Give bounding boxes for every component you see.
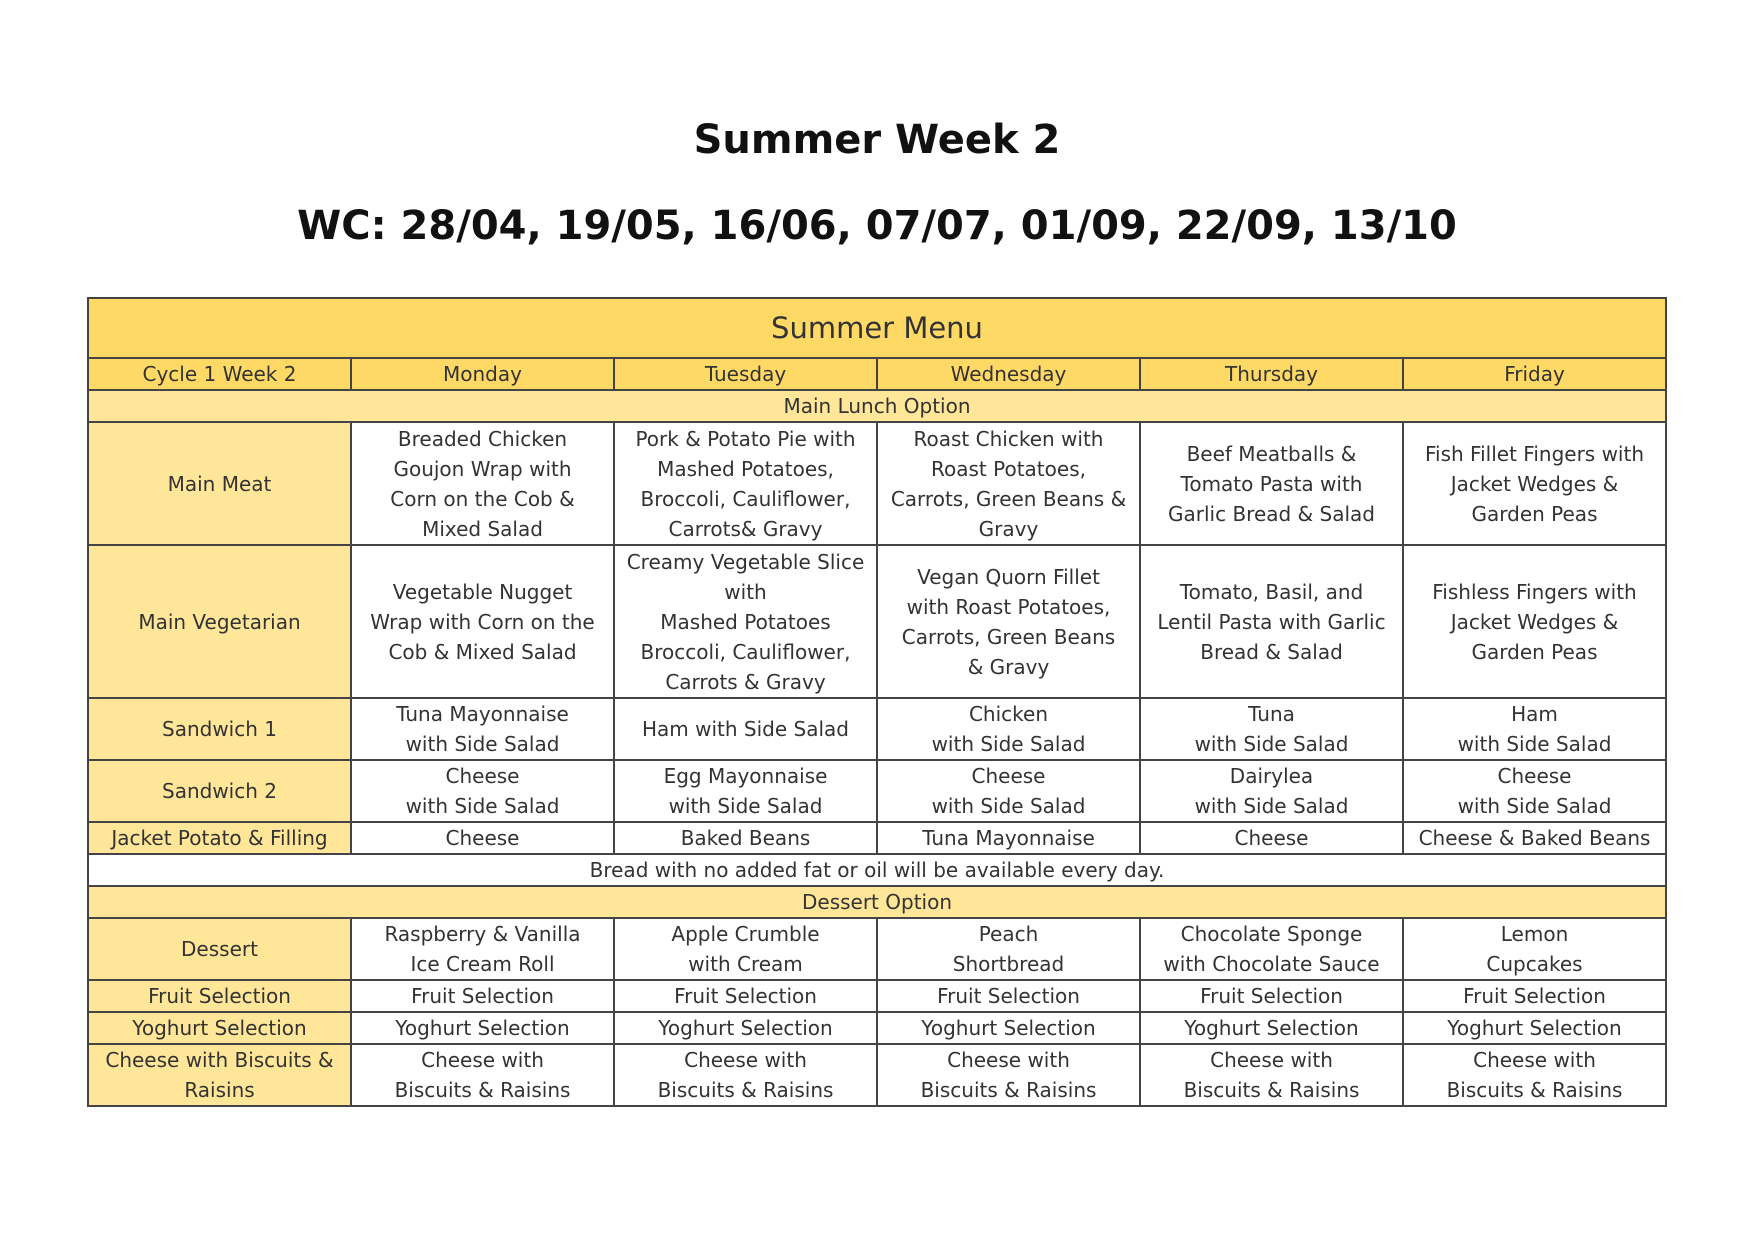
row-label: Sandwich 1 [88,698,351,760]
menu-item-wednesday: Fruit Selection [877,980,1140,1012]
menu-item-thursday: Yoghurt Selection [1140,1012,1403,1044]
day-header-friday: Friday [1403,358,1666,390]
menu-item-wednesday: Peach Shortbread [877,918,1140,980]
menu-row-cheese-with-biscuits-and-raisins [88,1044,1666,1106]
row-label: Dessert [88,918,351,980]
menu-item-thursday: Dairylea with Side Salad [1140,760,1403,822]
row-label: Main Vegetarian [88,545,351,698]
menu-row-main-vegetarian [88,545,1666,698]
menu-item-monday: Cheese [351,822,614,854]
menu-item-tuesday: Egg Mayonnaise with Side Salad [614,760,877,822]
menu-row-main-meat [88,422,1666,545]
row-label: Jacket Potato & Filling [88,822,351,854]
menu-row-dessert [88,918,1666,980]
menu-row-jacket-potato-and-filling [88,822,1666,854]
menu-item-thursday: Tuna with Side Salad [1140,698,1403,760]
row-label: Sandwich 2 [88,760,351,822]
menu-item-wednesday: Chicken with Side Salad [877,698,1140,760]
dessert-section-header: Dessert Option [88,886,1666,918]
menu-item-monday: Tuna Mayonnaise with Side Salad [351,698,614,760]
menu-item-wednesday: Roast Chicken with Roast Potatoes, Carrots, Green Beans & Gravy [877,422,1140,545]
menu-row-yoghurt-selection [88,1012,1666,1044]
menu-item-tuesday: Apple Crumble with Cream [614,918,877,980]
menu-item-friday: Fruit Selection [1403,980,1666,1012]
summer-menu-table [87,297,1667,1107]
menu-item-monday: Fruit Selection [351,980,614,1012]
menu-item-monday: Cheese with Side Salad [351,760,614,822]
menu-item-friday: Cheese with Side Salad [1403,760,1666,822]
menu-row-fruit-selection [88,980,1666,1012]
day-header-tuesday: Tuesday [614,358,877,390]
menu-row-sandwich-2 [88,760,1666,822]
menu-item-tuesday: Pork & Potato Pie with Mashed Potatoes, Broccoli, Cauliflower, Carrots& Gravy [614,422,877,545]
row-label: Yoghurt Selection [88,1012,351,1044]
menu-item-friday: Yoghurt Selection [1403,1012,1666,1044]
menu-item-friday: Cheese & Baked Beans [1403,822,1666,854]
menu-item-monday: Breaded Chicken Goujon Wrap with Corn on the Cob & Mixed Salad [351,422,614,545]
day-header-thursday: Thursday [1140,358,1403,390]
menu-item-wednesday: Cheese with Side Salad [877,760,1140,822]
row-label: Main Meat [88,422,351,545]
menu-item-friday: Ham with Side Salad [1403,698,1666,760]
menu-item-wednesday: Tuna Mayonnaise [877,822,1140,854]
menu-item-wednesday: Yoghurt Selection [877,1012,1140,1044]
menu-item-thursday: Beef Meatballs & Tomato Pasta with Garlic Bread & Salad [1140,422,1403,545]
menu-item-thursday: Cheese [1140,822,1403,854]
menu-item-monday: Raspberry & Vanilla Ice Cream Roll [351,918,614,980]
menu-item-tuesday: Creamy Vegetable Slice with Mashed Potatoes Broccoli, Cauliflower, Carrots & Gravy [614,545,877,698]
bread-availability-note: Bread with no added fat or oil will be available every day. [88,854,1666,886]
menu-item-tuesday: Fruit Selection [614,980,877,1012]
menu-item-monday: Yoghurt Selection [351,1012,614,1044]
menu-item-friday: Cheese with Biscuits & Raisins [1403,1044,1666,1106]
menu-item-wednesday: Cheese with Biscuits & Raisins [877,1044,1140,1106]
menu-item-monday: Vegetable Nugget Wrap with Corn on the Cob & Mixed Salad [351,545,614,698]
menu-item-tuesday: Ham with Side Salad [614,698,877,760]
menu-item-wednesday: Vegan Quorn Fillet with Roast Potatoes, Carrots, Green Beans & Gravy [877,545,1140,698]
menu-item-friday: Lemon Cupcakes [1403,918,1666,980]
menu-item-monday: Cheese with Biscuits & Raisins [351,1044,614,1106]
row-label: Cheese with Biscuits & Raisins [88,1044,351,1106]
main-lunch-section-header: Main Lunch Option [88,390,1666,422]
menu-item-tuesday: Cheese with Biscuits & Raisins [614,1044,877,1106]
menu-row-sandwich-1 [88,698,1666,760]
menu-title: Summer Menu [88,298,1666,358]
menu-item-friday: Fishless Fingers with Jacket Wedges & Garden Peas [1403,545,1666,698]
menu-item-friday: Fish Fillet Fingers with Jacket Wedges & Garden Peas [1403,422,1666,545]
week-commencing-dates: WC: 28/04, 19/05, 16/06, 07/07, 01/09, 22/09, 13/10 [297,203,1457,249]
menu-item-tuesday: Baked Beans [614,822,877,854]
menu-item-tuesday: Yoghurt Selection [614,1012,877,1044]
menu-item-thursday: Tomato, Basil, and Lentil Pasta with Garlic Bread & Salad [1140,545,1403,698]
cycle-week-label: Cycle 1 Week 2 [88,358,351,390]
menu-item-thursday: Chocolate Sponge with Chocolate Sauce [1140,918,1403,980]
page-title: Summer Week 2 [693,117,1061,163]
menu-item-thursday: Cheese with Biscuits & Raisins [1140,1044,1403,1106]
day-header-monday: Monday [351,358,614,390]
menu-item-thursday: Fruit Selection [1140,980,1403,1012]
row-label: Fruit Selection [88,980,351,1012]
day-header-wednesday: Wednesday [877,358,1140,390]
